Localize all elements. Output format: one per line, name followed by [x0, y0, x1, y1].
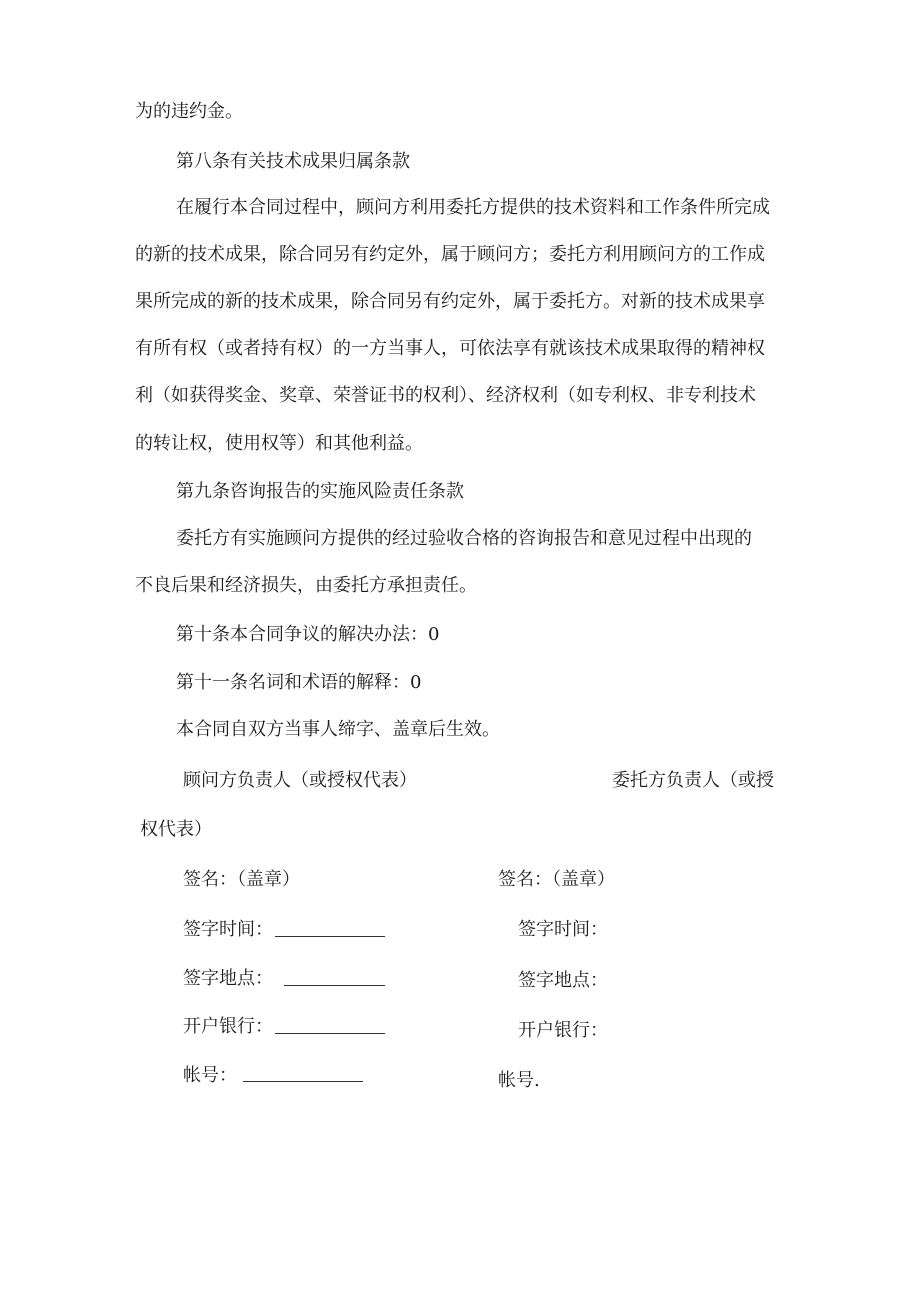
- client-account-label: 帐号.: [498, 1070, 540, 1091]
- paragraph-line: 不良后果和经济损失，由委托方承担责任。: [135, 575, 477, 596]
- consultant-account-blank: [243, 1081, 363, 1082]
- paragraph-line: 为的违约金。: [135, 101, 243, 122]
- paragraph-line: 本合同自双方当事人缔字、盖章后生效。: [176, 719, 500, 740]
- consultant-place-blank: [284, 985, 385, 986]
- consultant-bank-blank: [275, 1033, 385, 1034]
- consultant-account-label: 帐号：: [183, 1065, 237, 1086]
- client-bank-label: 开户银行：: [518, 1020, 608, 1041]
- client-place-label: 签字地点：: [518, 970, 608, 991]
- paragraph-line: 的新的技术成果，除合同另有约定外，属于顾问方；委托方利用顾问方的工作成: [135, 244, 765, 265]
- paragraph-line: 果所完成的新的技术成果，除合同另有约定外，属于委托方。对新的技术成果享: [135, 291, 765, 312]
- client-time-label: 签字时间：: [518, 919, 608, 940]
- paragraph-line: 有所有权（或者持有权）的一方当事人，可依法享有就该技术成果取得的精神权: [135, 338, 765, 359]
- paragraph-line: 的转让权，使用权等）和其他利益。: [135, 433, 423, 454]
- client-sign-label: 签名：（盖章）: [498, 869, 615, 890]
- clause-heading: 第八条有关技术成果归属条款: [176, 151, 410, 172]
- consultant-title: 顾问方负责人（或授权代表）: [183, 770, 417, 791]
- paragraph-line: 利（如获得奖金、奖章、荣誉证书的权利）、经济权利（如专利权、非专利技术: [135, 385, 756, 406]
- consultant-time-label: 签字时间：: [183, 919, 273, 940]
- consultant-place-label: 签字地点：: [183, 968, 273, 989]
- consultant-time-blank: [275, 936, 385, 937]
- clause-heading: 第九条咨询报告的实施风险责任条款: [176, 481, 464, 502]
- clause-heading: 第十条本合同争议的解决办法：0: [176, 624, 440, 645]
- paragraph-line: 在履行本合同过程中，顾问方利用委托方提供的技术资料和工作条件所完成: [176, 197, 770, 218]
- paragraph-line: 委托方有实施顾问方提供的经过验收合格的咨询报告和意见过程中出现的: [176, 528, 752, 549]
- clause-heading: 第十一条名词和术语的解释：0: [176, 672, 422, 693]
- consultant-bank-label: 开户银行：: [183, 1016, 273, 1037]
- client-title-continued: 权代表）: [140, 819, 212, 840]
- client-title: 委托方负责人（或授: [612, 770, 774, 791]
- consultant-sign-label: 签名：（盖章）: [183, 869, 300, 890]
